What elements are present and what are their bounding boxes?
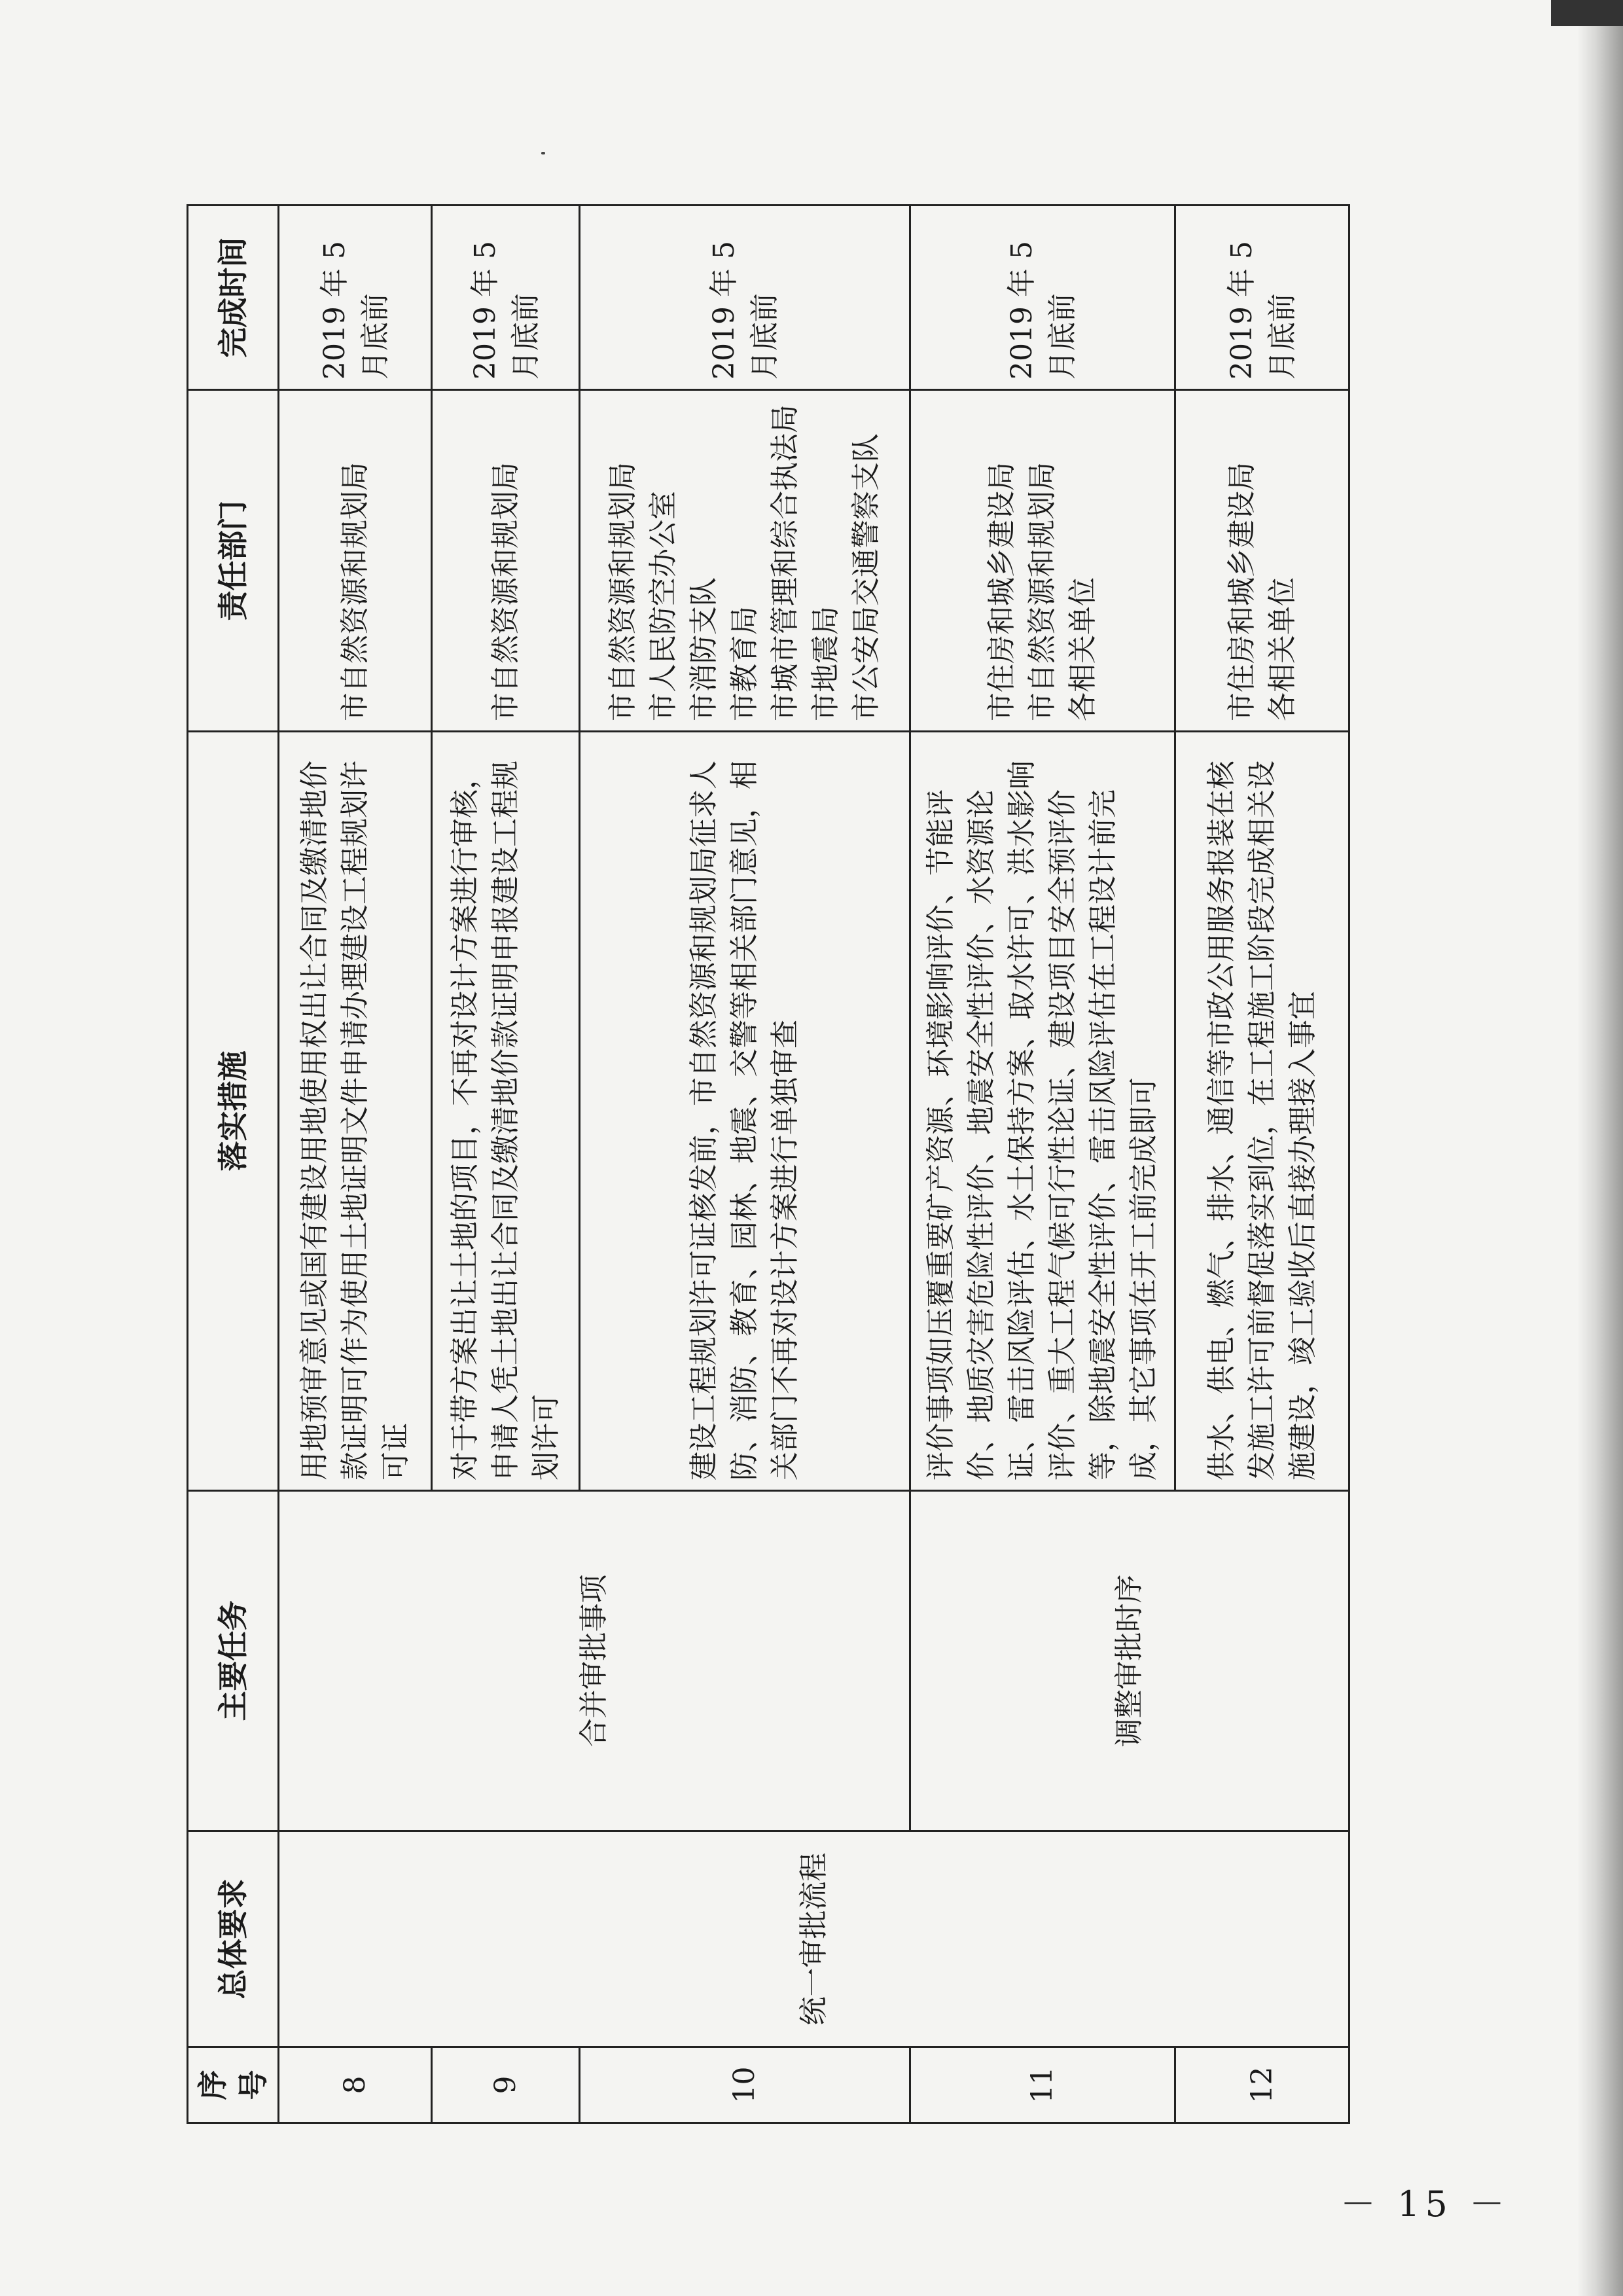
- dept-item: 市教育局: [728, 606, 761, 721]
- page-edge-shadow: [1577, 0, 1623, 2296]
- row-dept: [432, 390, 580, 732]
- header-measure: 落实措施: [188, 732, 279, 1491]
- dept-item: 市自然资源和规划局: [606, 462, 639, 721]
- row-seq: 9: [432, 2047, 580, 2123]
- row-measure: 供水、供电、燃气、排水、通信等市政公用服务报装在核发施工许可前督促落实到位，在工程施工阶段完成相关设施建设，竣工验收后直接办理接入事宜: [1175, 732, 1349, 1491]
- header-task: 主要任务: [188, 1491, 279, 1831]
- dept-item: 市地震局: [809, 606, 842, 721]
- dept-item: 市公安局交通警察支队: [849, 433, 883, 721]
- row-measure: 评价事项如压覆重要矿产资源、环境影响评价、节能评价、地质灾害危险性评价、地震安全性评价、水资源论证、雷击风险评估、水土保持方案、取水许可、洪水影响评价、重大工程气候可行性论证、建设项目安全预评价等，除地震安全性评价、雷击风险评估在工程设计前完成，其它事项在开工前完成即可: [910, 732, 1175, 1491]
- page-number: － 15 －: [1340, 2183, 1510, 2225]
- row-seq: 11: [910, 2047, 1175, 2123]
- row-seq: 12: [1175, 2047, 1349, 2123]
- header-deadline: 完成时间: [188, 206, 279, 390]
- rotated-table-container: [187, 206, 1330, 2124]
- dept-item: 各相关单位: [1066, 577, 1099, 721]
- dept-item: 市住房和城乡建设局: [1224, 462, 1258, 721]
- row-deadline: 2019 年 5 月底前: [432, 206, 580, 390]
- row-deadline: 2019 年 5 月底前: [1175, 206, 1349, 390]
- header-seq: 序号: [188, 2047, 279, 2123]
- scan-corner: [1551, 0, 1623, 26]
- row-dept: [1175, 390, 1349, 732]
- row-dept: [580, 390, 910, 732]
- row-measure: 用地预审意见或国有建设用地使用权出让合同及缴清地价款证明可作为使用土地证明文件申请办理建设工程规划许可证: [279, 732, 432, 1491]
- row-measure: 对于带方案出让土地的项目，不再对设计方案进行审核，申请人凭土地出让合同及缴清地价款证明申报建设工程规划许可: [432, 732, 580, 1491]
- row-seq: 8: [279, 2047, 432, 2123]
- row-seq: 10: [580, 2047, 910, 2123]
- row-dept: [910, 390, 1175, 732]
- dept-item: 市自然资源和规划局: [488, 462, 522, 721]
- row-dept: [279, 390, 432, 732]
- header-overall: 总体要求: [188, 1831, 279, 2047]
- dept-item: 各相关单位: [1265, 577, 1299, 721]
- dept-item: 市自然资源和规划局: [1026, 462, 1059, 721]
- dept-item: 市住房和城乡建设局: [985, 462, 1018, 721]
- task-table: [187, 204, 1350, 2124]
- dept-item: 市自然资源和规划局: [338, 462, 372, 721]
- dept-item: 市城市管理和综合执法局: [768, 404, 802, 721]
- header-dept: 责任部门: [188, 390, 279, 732]
- header-row: [188, 206, 279, 2123]
- row-measure: 建设工程规划许可证核发前，市自然资源和规划局征求人防、消防、教育、园林、地震、交警等相关部门意见，相关部门不再对设计方案进行单独审查: [580, 732, 910, 1491]
- task-merge: 合并审批事项: [279, 1491, 910, 1831]
- dept-item: 市人民防空办公室: [647, 491, 680, 721]
- row-deadline: 2019 年 5 月底前: [910, 206, 1175, 390]
- task-adjust: 调整审批时序: [910, 1491, 1349, 1831]
- scan-speck: [541, 152, 545, 154]
- table-row: [279, 206, 432, 2123]
- dept-item: 市消防支队: [687, 577, 721, 721]
- row-deadline: 2019 年 5 月底前: [580, 206, 910, 390]
- row-deadline: 2019 年 5 月底前: [279, 206, 432, 390]
- overall-requirement: 统一审批流程: [279, 1831, 1349, 2047]
